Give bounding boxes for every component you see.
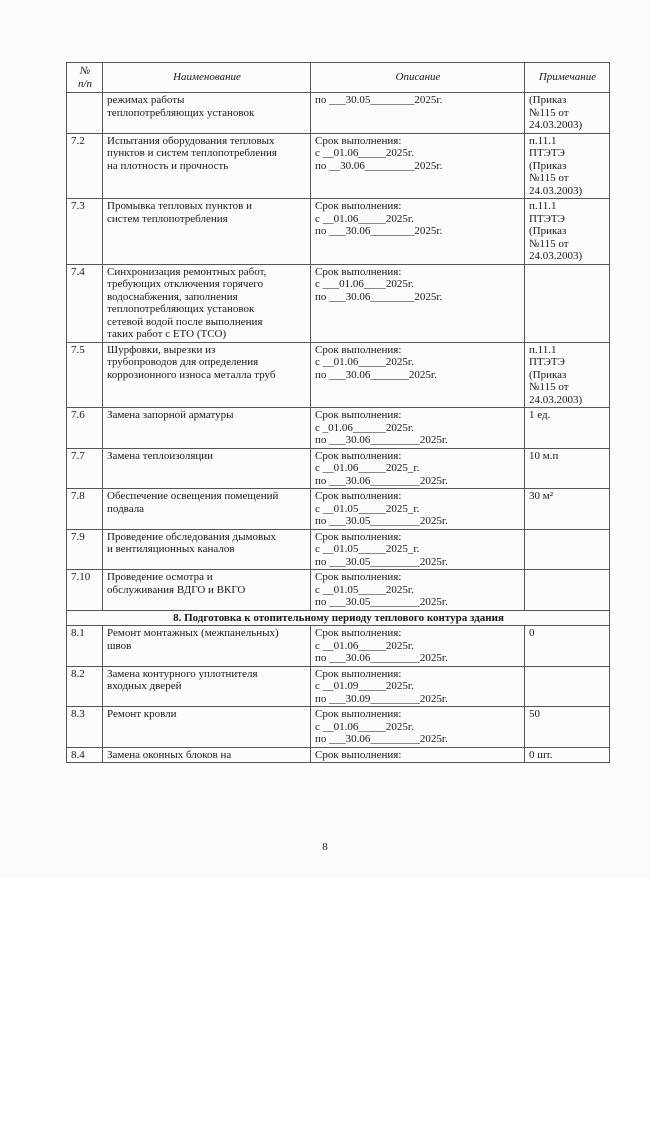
table-row: [67, 342, 610, 408]
row-description-line: по ___30.06_________2025г.: [315, 652, 448, 664]
row-description-line: по ___30.05_________2025г.: [315, 555, 448, 568]
row-name: [103, 342, 311, 408]
row-number: 7.3: [67, 199, 103, 265]
row-name: [103, 666, 311, 707]
row-description-line: с __01.06_____2025г.: [315, 720, 414, 733]
row-description-line: Срок выполнения:: [315, 265, 402, 278]
row-name-line: Замена теплоизоляции: [107, 449, 214, 462]
row-note: [525, 93, 610, 134]
row-note: [525, 529, 610, 570]
row-description-line: Срок выполнения:: [315, 530, 402, 543]
row-name: [103, 133, 311, 199]
row-description-line: по ___30.06________2025г.: [315, 290, 443, 303]
row-description: [311, 133, 525, 199]
row-name-line: Замена оконных блоков на: [107, 748, 232, 761]
row-number: 7.10: [67, 570, 103, 611]
row-number: 7.5: [67, 342, 103, 408]
row-name-line: Шурфовки, вырезки из: [107, 343, 216, 356]
row-description-line: по ___30.06________2025г.: [315, 225, 443, 237]
row-note-line: №115 от: [529, 381, 569, 393]
row-note-line: №115 от: [529, 237, 569, 250]
row-description-line: с __01.06_____2025г.: [315, 147, 414, 159]
row-description: [311, 264, 525, 342]
row-note: [525, 666, 610, 707]
row-name-line: пунктов и систем теплопотребления: [107, 147, 277, 159]
table-row: [67, 529, 610, 570]
row-note-line: 1 ед.: [529, 409, 551, 421]
row-description-line: с __01.06_____2025г.: [315, 356, 414, 368]
table-row: [67, 448, 610, 489]
row-description-line: Срок выполнения:: [315, 627, 402, 639]
row-name-line: на плотность и прочность: [107, 159, 229, 172]
row-description-line: Срок выполнения:: [315, 409, 402, 421]
row-number: 7.4: [67, 264, 103, 342]
row-description-line: по ___30.06_________2025г.: [315, 474, 448, 487]
row-description-line: с __01.05_____2025г.: [315, 583, 414, 596]
row-description-line: Срок выполнения:: [315, 134, 402, 147]
table-row: [67, 666, 610, 707]
row-name-line: Испытания оборудования тепловых: [107, 134, 275, 147]
row-note: [525, 408, 610, 449]
row-number: 8.2: [67, 666, 103, 707]
row-note: [525, 489, 610, 530]
row-description-line: с __01.06_____2025_г.: [315, 462, 420, 474]
row-name: [103, 747, 311, 763]
row-name: [103, 707, 311, 748]
row-description-line: по __30.06_________2025г.: [315, 159, 443, 172]
row-note-line: п.11.1: [529, 200, 557, 212]
row-name-line: Обеспечение освещения помещений: [107, 490, 279, 502]
table-row: [67, 199, 610, 265]
row-name-line: Проведение обследования дымовых: [107, 530, 277, 543]
page-number: 8: [322, 841, 328, 853]
row-name-line: входных дверей: [107, 680, 182, 692]
row-description-line: Срок выполнения:: [315, 708, 402, 720]
row-number: 7.8: [67, 489, 103, 530]
row-note-line: №115 от: [529, 106, 569, 119]
row-name: [103, 408, 311, 449]
row-description-line: с _01.06______2025г.: [315, 421, 414, 434]
table-row: [67, 489, 610, 530]
row-description: [311, 199, 525, 265]
row-name: [103, 489, 311, 530]
row-note-line: ПТЭТЭ: [529, 356, 565, 368]
section-heading-row: [67, 610, 610, 626]
row-description: [311, 93, 525, 134]
row-description-line: с __01.05_____2025_г.: [315, 543, 420, 555]
table-row: [67, 93, 610, 134]
row-note: [525, 199, 610, 265]
row-description-line: по ___30.05_________2025г.: [315, 596, 448, 608]
row-name-line: Синхронизация ремонтных работ,: [107, 265, 267, 278]
row-name-line: и вентиляционных каналов: [107, 543, 235, 555]
row-name-line: Проведение осмотра и: [107, 571, 213, 583]
row-note-line: п.11.1: [529, 134, 557, 147]
table-body: [67, 93, 610, 763]
row-name-line: водоснабжения, заполнения: [107, 290, 238, 303]
row-name-line: Замена контурного уплотнителя: [107, 667, 258, 680]
row-description-line: Срок выполнения:: [315, 571, 402, 583]
row-note-line: (Приказ: [529, 225, 567, 237]
row-number: 7.6: [67, 408, 103, 449]
row-note: [525, 626, 610, 667]
row-number: 8.3: [67, 707, 103, 748]
row-note: [525, 133, 610, 199]
section-title: 8. Подготовка к отопительному периоду теплового контура здания: [67, 610, 610, 626]
row-note-line: 24.03.2003): [529, 119, 583, 131]
row-description: [311, 489, 525, 530]
row-description: [311, 707, 525, 748]
row-note-line: 0 шт.: [529, 748, 553, 761]
row-name: [103, 199, 311, 265]
row-description-line: по ___30.06_________2025г.: [315, 733, 448, 745]
row-name-line: таких работ с ЕТО (ТСО): [107, 328, 227, 340]
row-description-line: по ___30.05_________2025г.: [315, 515, 448, 527]
table-row: [67, 264, 610, 342]
row-name-line: трубопроводов для определения: [107, 356, 259, 368]
row-name-line: коррозионного износа металла труб: [107, 368, 276, 381]
row-description: [311, 666, 525, 707]
row-number: 7.2: [67, 133, 103, 199]
row-name-line: Промывка тепловых пунктов и: [107, 200, 252, 212]
row-description: [311, 626, 525, 667]
row-name-line: требующих отключения горячего: [107, 278, 264, 290]
row-number: 7.7: [67, 448, 103, 489]
row-note-line: 30 м²: [529, 490, 554, 502]
row-name-line: систем теплопотребления: [107, 212, 228, 225]
row-description-line: по ___30.05________2025г.: [315, 94, 443, 106]
row-name-line: подвала: [107, 502, 145, 515]
row-description-line: с __01.06_____2025г.: [315, 639, 414, 652]
header-description: Описание: [311, 63, 525, 93]
row-name: [103, 626, 311, 667]
table-row: [67, 747, 610, 763]
row-number: [67, 93, 103, 134]
row-note: [525, 448, 610, 489]
row-name: [103, 529, 311, 570]
row-note-line: ПТЭТЭ: [529, 147, 565, 159]
row-note-line: (Приказ: [529, 368, 567, 381]
row-note-line: №115 от: [529, 172, 569, 184]
row-note-line: (Приказ: [529, 94, 567, 106]
row-number: 8.4: [67, 747, 103, 763]
row-name-line: теплопотребляющих установок: [107, 303, 255, 315]
row-description-line: по ___30.06_______2025г.: [315, 368, 437, 381]
row-description: [311, 529, 525, 570]
row-note: [525, 342, 610, 408]
row-description-line: по ___30.09_________2025г.: [315, 692, 448, 705]
table-row: [67, 570, 610, 611]
row-description-line: Срок выполнения:: [315, 748, 402, 761]
row-name: [103, 570, 311, 611]
table-row: [67, 707, 610, 748]
row-name-line: швов: [107, 639, 132, 652]
row-description-line: Срок выполнения:: [315, 343, 402, 356]
row-note: [525, 747, 610, 763]
row-description: [311, 570, 525, 611]
row-description-line: Срок выполнения:: [315, 449, 402, 462]
row-number: 7.9: [67, 529, 103, 570]
row-note: [525, 707, 610, 748]
row-name: [103, 448, 311, 489]
row-name: [103, 264, 311, 342]
row-note: [525, 264, 610, 342]
row-description-line: с __01.05_____2025_г.: [315, 502, 420, 515]
table-header-row: [67, 63, 610, 93]
header-note: Примечание: [525, 63, 610, 93]
work-plan-table: [66, 62, 610, 763]
row-name: [103, 93, 311, 134]
row-description-line: с ___01.06____2025г.: [315, 278, 414, 290]
row-name-line: обслуживания ВДГО и ВКГО: [107, 583, 246, 596]
row-description: [311, 448, 525, 489]
row-description-line: по ___30.06_________2025г.: [315, 434, 448, 446]
row-description-line: Срок выполнения:: [315, 667, 402, 680]
row-note-line: 0: [529, 627, 535, 639]
row-name-line: Ремонт монтажных (межпанельных): [107, 627, 279, 639]
row-description-line: с __01.09_____2025г.: [315, 680, 414, 692]
row-name-line: режимах работы: [107, 94, 185, 106]
row-note-line: (Приказ: [529, 159, 567, 172]
row-note-line: 24.03.2003): [529, 250, 583, 262]
row-note: [525, 570, 610, 611]
row-name-line: Замена запорной арматуры: [107, 409, 234, 421]
row-number: 8.1: [67, 626, 103, 667]
row-name-line: Ремонт кровли: [107, 708, 177, 720]
header-number: № п/п: [67, 63, 103, 93]
row-note-line: 24.03.2003): [529, 393, 583, 406]
row-description-line: с __01.06_____2025г.: [315, 212, 414, 225]
row-note-line: 10 м.п: [529, 449, 559, 462]
row-note-line: ПТЭТЭ: [529, 212, 565, 225]
table-row: [67, 408, 610, 449]
row-note-line: 50: [529, 708, 540, 720]
table-row: [67, 133, 610, 199]
table-row: [67, 626, 610, 667]
row-name-line: сетевой водой после выполнения: [107, 315, 263, 328]
row-description-line: Срок выполнения:: [315, 490, 402, 502]
row-name-line: теплопотребляющих установок: [107, 106, 255, 119]
header-name: Наименование: [103, 63, 311, 93]
row-description: [311, 747, 525, 763]
row-note-line: п.11.1: [529, 343, 557, 356]
row-description: [311, 408, 525, 449]
row-note-line: 24.03.2003): [529, 184, 583, 197]
row-description-line: Срок выполнения:: [315, 200, 402, 212]
row-description: [311, 342, 525, 408]
